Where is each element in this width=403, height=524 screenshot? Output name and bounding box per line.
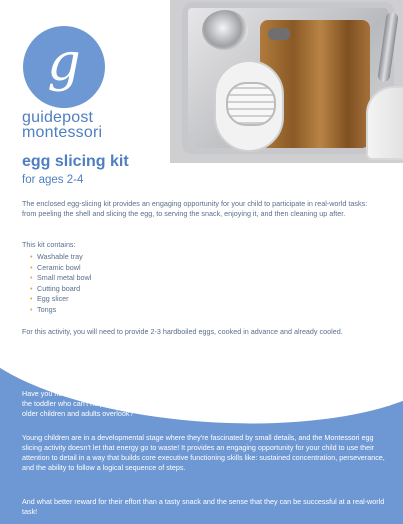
page-title: egg slicing kit bbox=[22, 153, 129, 170]
brand-name-line1: guidepost bbox=[22, 109, 94, 126]
board-handle-hole bbox=[268, 28, 290, 40]
list-item: • Small metal bowl bbox=[30, 273, 91, 284]
why-heading: why an egg slicing kit? bbox=[22, 370, 138, 382]
egg-slicing-kit-photo bbox=[170, 0, 403, 163]
page-subtitle: for ages 2-4 bbox=[22, 174, 84, 186]
provide-paragraph: For this activity, you will need to provide 2-3 hardboiled eggs, cooked in advance and already cooled. bbox=[22, 327, 343, 336]
list-item: • Ceramic bowl bbox=[30, 263, 91, 274]
list-item: • Washable tray bbox=[30, 252, 91, 263]
list-item: • Egg slicer bbox=[30, 294, 91, 305]
slicer-wires bbox=[226, 82, 276, 126]
guidepost-logo bbox=[23, 26, 105, 108]
washable-tray-image bbox=[182, 2, 394, 154]
list-item: • Tongs bbox=[30, 305, 91, 316]
contains-label: This kit contains: bbox=[22, 240, 76, 249]
tongs-image bbox=[377, 12, 399, 83]
egg-slicer-image bbox=[214, 60, 284, 152]
list-item: • Cutting board bbox=[30, 284, 91, 295]
metal-bowl-image bbox=[202, 10, 248, 50]
kit-items-list bbox=[30, 252, 91, 315]
brand-name-line2: montessori bbox=[22, 124, 103, 141]
ceramic-bowl-image bbox=[366, 86, 403, 160]
why-paragraph-2: Young children are in a developmental stage where they're fascinated by small details, and the Montessori egg slicing activity doesn't let that energy go to waste! It provides an engaging opportunity for your child to use their attention to detail in a way that builds core executive functioning skills like: sustained concentration, perseverance, and the ability to follow a logical sequence of steps. bbox=[22, 433, 385, 472]
why-paragraph-1: Have you noticed how it's always the baby who finds the tiny crumb on the floor and wants to pick it up? Or how it's the toddler who can't help but pause on your walk to notice the trail of ants or speckly pebble on the sidewalk—what older children and adults overlook? bbox=[22, 389, 390, 418]
why-paragraph-3: And what better reward for their effort than a tasty snack and the sense that they can be successful at a real-world task! bbox=[22, 497, 385, 516]
intro-paragraph: The enclosed egg-slicing kit provides an engaging opportunity for your child to participate in real-world tasks: from peeling the shell and slicing the egg, to serving the snack, enjoying it, and then cleaning up after. bbox=[22, 199, 368, 218]
logo-glyph: g bbox=[47, 33, 81, 93]
